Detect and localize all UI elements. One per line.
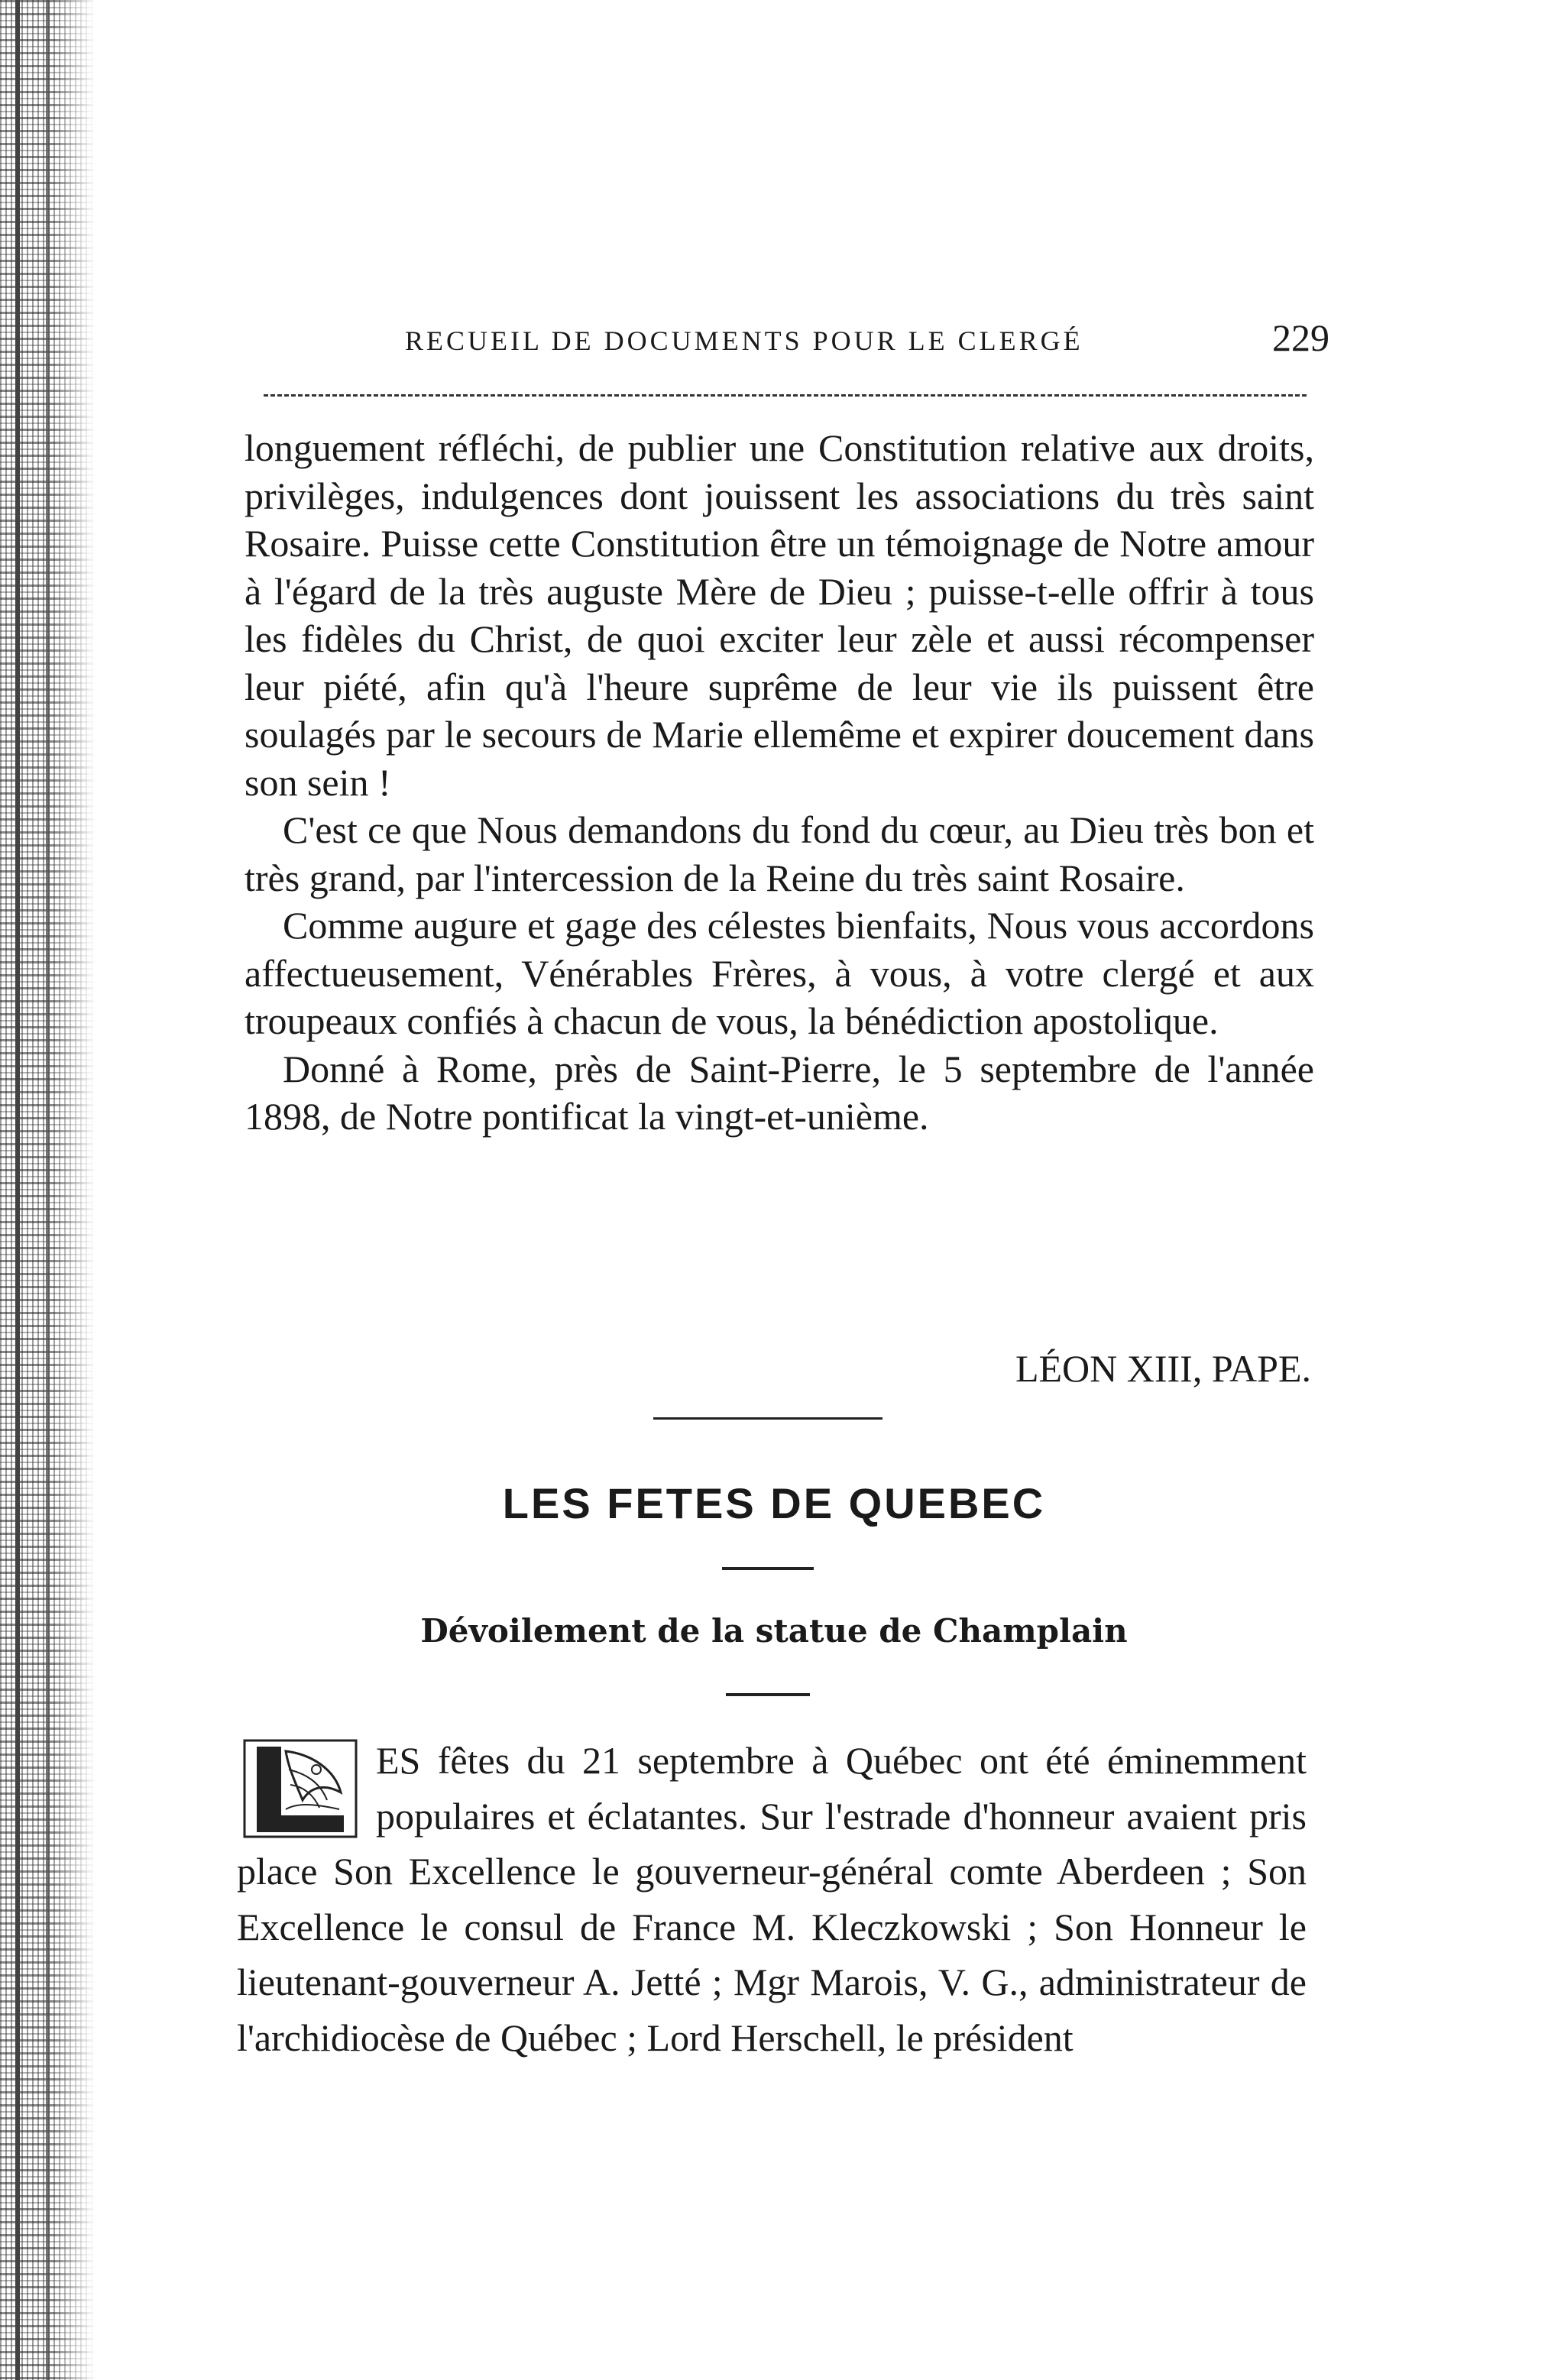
paragraph: Donné à Rome, près de Saint-Pierre, le 5 septembre de l'année 1898, de Notre pontificat la vingt-et-unième. — [245, 1047, 1314, 1138]
paragraph: ES fêtes du 21 septembre à Québec ont été éminemment populaires et éclatantes. Sur l'estrade d'honneur avaient pris place Son Excellence le gouverneur-général comte Aberdeen ; Son Excellence le consul de France M. Kleczkowski ; Son Honneur le lieutenant-gouverneur A. Jetté ; Mgr Marois, V. G., administrateur de l'archidiocèse de Québec ; Lord Herschell, le président — [237, 1739, 1307, 2059]
paragraph: Comme augure et gage des célestes bienfaits, Nous vous accordons affectueusement, Vénérables Frères, à vous, à votre clergé et aux troupeaux confiés à chacun de vous, la bénédiction apostolique. — [245, 904, 1314, 1042]
subtitle-divider — [726, 1693, 810, 1696]
scan-binding-edge — [0, 0, 96, 2380]
paragraph: longuement réfléchi, de publier une Constitution relative aux droits, privilèges, indulgences dont jouissent les associations du très saint Rosaire. Puisse cette Constitution être un témoignage de Notre amour à l'égard de la très auguste Mère de Dieu ; puisse-t-elle offrir à tous les fidèles du Christ, de quoi exciter leur zèle et aussi récompenser leur piété, afin qu'à l'heure suprême de leur vie ils puissent être soulagés par le secours de Marie ellemême et expirer doucement dans son sein ! — [245, 426, 1314, 804]
page-header — [405, 309, 1329, 363]
paragraph: C'est ce que Nous demandons du fond du cœur, au Dieu très bon et très grand, par l'intercession de la Reine du très saint Rosaire. — [245, 808, 1314, 899]
section-subtitle: Dévoilement de la statue de Champlain — [420, 1612, 1128, 1650]
ornamental-initial — [243, 1739, 358, 1838]
article-body — [237, 1733, 1307, 2065]
page-number: 229 — [1272, 316, 1329, 359]
letter-body — [245, 424, 1314, 1141]
title-divider — [722, 1567, 814, 1570]
running-head: RECUEIL DE DOCUMENTS POUR LE CLERGÉ — [405, 325, 1083, 356]
drop-cap-letter — [252, 1733, 318, 1840]
section-title: LES FETES DE QUEBEC — [502, 1479, 1046, 1527]
section-divider — [653, 1417, 882, 1420]
signature: LÉON XIII, PAPE. — [1015, 1347, 1311, 1390]
header-rule — [264, 394, 1307, 397]
